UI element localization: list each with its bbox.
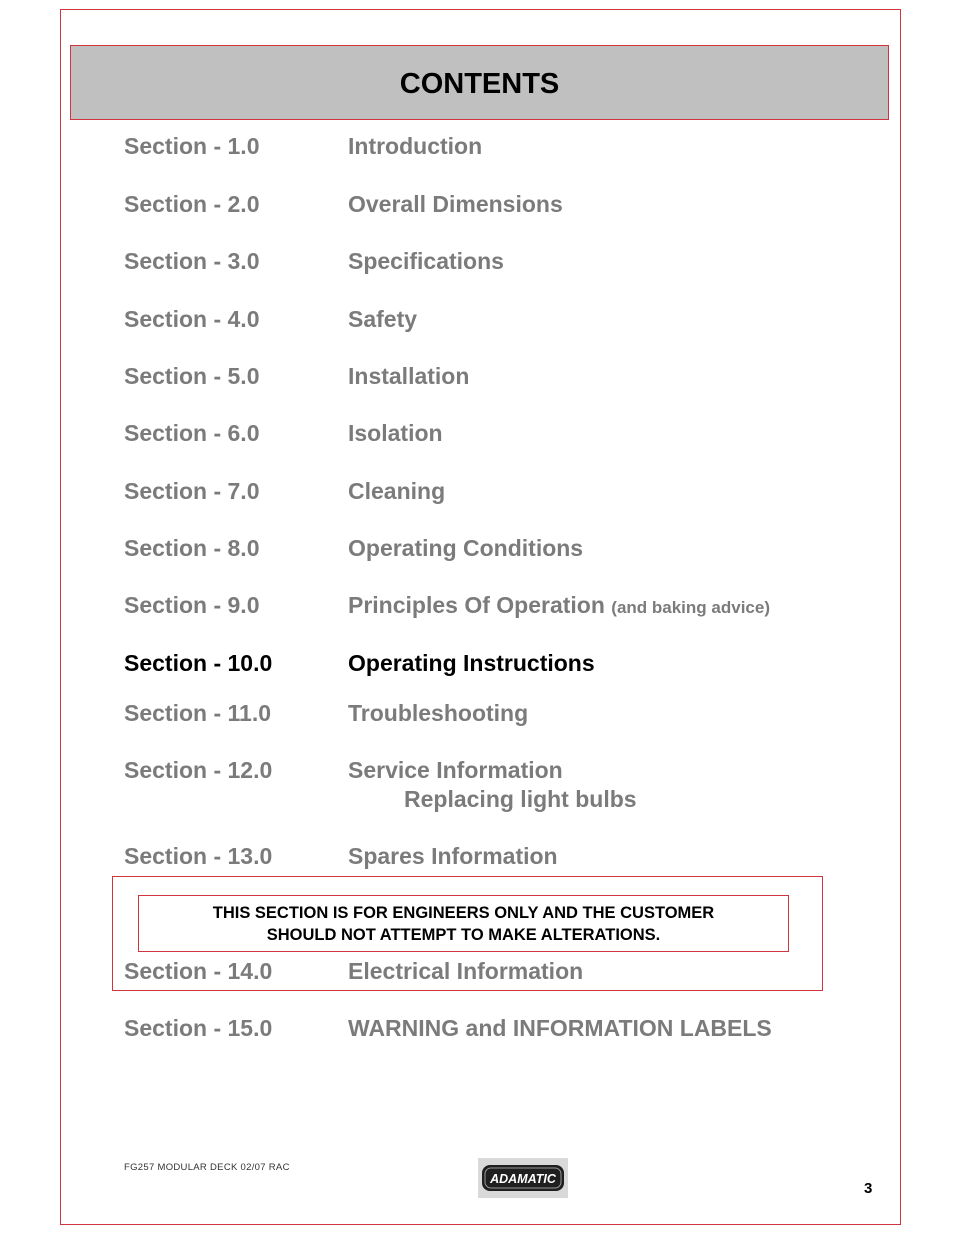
section-title: Service Information: [348, 757, 563, 783]
section-title: Operating Instructions: [348, 650, 595, 676]
section-title: Troubleshooting: [348, 700, 529, 726]
section-number: Section - 14.0: [124, 958, 273, 984]
section-title: Isolation: [348, 420, 443, 446]
section-title: WARNING and INFORMATION LABELS: [348, 1015, 772, 1041]
section-number: Section - 11.0: [124, 700, 272, 726]
section-title: Safety: [348, 306, 418, 332]
section-title: Principles Of Operation: [348, 592, 605, 618]
section-title: Introduction: [348, 133, 483, 159]
section-number: Section - 5.0: [124, 363, 260, 389]
section-number: Section - 4.0: [124, 306, 260, 332]
section-title: Overall Dimensions: [348, 191, 563, 217]
page-number: 3: [864, 1180, 873, 1197]
warning-line-2: SHOULD NOT ATTEMPT TO MAKE ALTERATIONS.: [266, 926, 661, 944]
document-code: FG257 MODULAR DECK 02/07 RAC: [124, 1162, 290, 1173]
section-title: Electrical Information: [348, 958, 584, 984]
adamatic-logo: [478, 1158, 568, 1198]
section-number: Section - 10.0: [124, 650, 273, 676]
toc-subitem-replacing-light-bulbs[interactable]: Replacing light bulbs: [404, 786, 637, 812]
logo-text: ADAMATIC: [490, 1172, 556, 1186]
section-number: Section - 3.0: [124, 248, 260, 274]
section-title: Specifications: [348, 248, 504, 274]
section-title: Cleaning: [348, 478, 446, 504]
section-number: Section - 2.0: [124, 191, 260, 217]
page-title: CONTENTS: [399, 68, 560, 100]
section-number: Section - 7.0: [124, 478, 260, 504]
section-number: Section - 9.0: [124, 592, 260, 618]
section-title: Spares Information: [348, 843, 558, 869]
section-number: Section - 13.0: [124, 843, 273, 869]
section-number: Section - 12.0: [124, 757, 273, 783]
engineers-warning: [138, 895, 789, 952]
section-number: Section - 6.0: [124, 420, 260, 446]
section-title: Operating Conditions: [348, 535, 584, 561]
section-title-group: [348, 592, 770, 619]
contents-header: [70, 45, 889, 120]
section-number: Section - 8.0: [124, 535, 260, 561]
section-title: Installation: [348, 363, 470, 389]
warning-line-1: THIS SECTION IS FOR ENGINEERS ONLY AND THE CUSTOMER: [212, 904, 715, 922]
section-number: Section - 1.0: [124, 133, 260, 159]
section-number: Section - 15.0: [124, 1015, 273, 1041]
section-note: (and baking advice): [611, 598, 770, 617]
